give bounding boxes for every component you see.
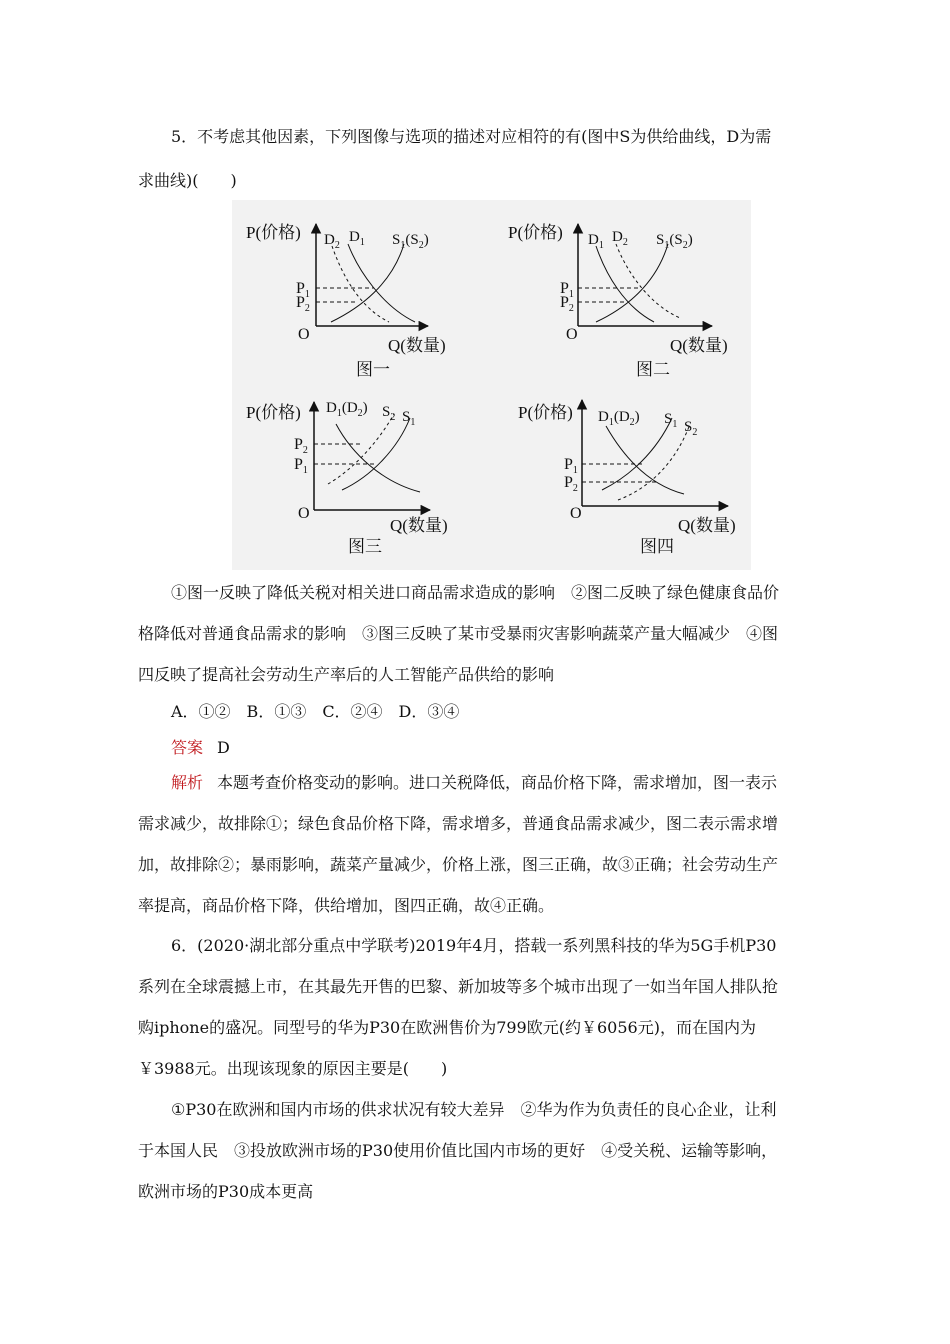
q6-options-line-1: ①P30在欧洲和国内市场的供求状况有较大差异 ②华为作为负责任的良心企业，让利: [171, 1100, 777, 1119]
supply-curve-s2: [328, 414, 394, 484]
curve-label-d1: $D_1$: [588, 232, 604, 251]
price-label-1: $P_1$: [564, 456, 578, 476]
panel-1: [246, 223, 446, 379]
q5-stem-line-2: 求曲线)( ): [138, 171, 237, 190]
price-label-2: $P_2$: [564, 474, 578, 494]
panel-caption: 图四: [640, 537, 674, 556]
curve-label-s1: $S_1$: [664, 411, 678, 430]
x-axis-label: Q(数量): [678, 516, 736, 535]
origin-label: O: [566, 326, 578, 343]
price-label-1: $P_1$: [560, 280, 574, 300]
supply-curve-s1: [342, 418, 410, 490]
q6-stem-line-3: 购iphone的盛况。同型号的华为P30在欧洲售价为799欧元(约￥6056元)，而在国内为: [138, 1018, 756, 1037]
y-axis-label: P(价格): [518, 403, 573, 422]
supply-curve-s2: [618, 424, 690, 500]
demand-curve-d2: [332, 246, 389, 322]
y-axis-label: P(价格): [246, 403, 301, 422]
curve-label-s1: $S_1$: [402, 409, 416, 428]
curve-label-d1-d2: $D_1(D_2)$: [598, 409, 640, 428]
price-label-2: $P_1$: [294, 456, 308, 476]
q5-analysis-line-2: 需求减少，故排除①；绿色食品价格下降，需求增多，普通食品需求减少，图二表示需求增: [138, 814, 779, 833]
supply-demand-graphs: [232, 200, 751, 570]
y-axis-label: P(价格): [246, 223, 301, 242]
curve-label-d1: $D_1$: [349, 229, 365, 248]
q6-stem-line-1: 6．(2020·湖北部分重点中学联考)2019年4月，搭载一系列黑科技的华为5G手机P30: [171, 936, 777, 955]
q5-answer: [171, 738, 230, 758]
curve-label-s2: $S_2$: [382, 404, 396, 423]
q6-options-line-2: 于本国人民 ③投放欧洲市场的P30使用价值比国内市场的更好 ④受关税、运输等影响，: [138, 1141, 778, 1160]
q6-stem-line-2: 系列在全球震撼上市，在其最先开售的巴黎、新加坡等多个城市出现了一如当年国人排队抢: [138, 977, 779, 996]
panel-caption: 图一: [356, 360, 390, 379]
demand-curve-d1-d2: [336, 424, 420, 492]
q5-analysis-line-4: 率提高，商品价格下降，供给增加，图四正确，故④正确。: [138, 896, 555, 915]
demand-curve-d1: [348, 244, 415, 322]
price-label-2: $P_2$: [296, 294, 310, 314]
y-axis-label: P(价格): [508, 223, 563, 242]
q5-options-line-3: 四反映了提高社会劳动生产率后的人工智能产品供给的影响: [138, 665, 555, 684]
curve-label-d1-d2: $D_1(D_2)$: [326, 400, 368, 419]
demand-curve-d2: [616, 244, 680, 318]
q5-choices: A．①② B．①③ C．②④ D．③④: [171, 702, 460, 721]
panel-4: [518, 400, 736, 556]
demand-curve-d1-d2: [606, 426, 684, 494]
curve-label-d2: $D_2$: [612, 229, 628, 248]
curve-label-s2: $S_2$: [684, 419, 698, 438]
q6-stem-line-4: ￥3988元。出现该现象的原因主要是( ): [138, 1059, 448, 1078]
price-label-1: $P_1$: [296, 280, 310, 300]
x-axis-label: Q(数量): [390, 516, 448, 535]
q5-options-line-1: ①图一反映了降低关税对相关进口商品需求造成的影响 ②图二反映了绿色健康食品价: [171, 583, 780, 602]
q5-options-line-2: 格降低对普通食品需求的影响 ③图三反映了某市受暴雨灾害影响蔬菜产量大幅减少 ④图: [138, 624, 779, 643]
analysis-text: 本题考查价格变动的影响。进口关税降低，商品价格下降，需求增加，图一表示: [217, 773, 778, 792]
answer-label: 答案: [171, 738, 204, 757]
panel-caption: 图二: [636, 360, 670, 379]
origin-label: O: [298, 505, 310, 522]
q6-options-line-3: 欧洲市场的P30成本更高: [138, 1182, 314, 1201]
demand-curve-d1: [596, 246, 654, 322]
curve-label-s1-s2: $S_1(S_2)$: [392, 232, 429, 251]
q5-stem-line-1: 5．不考虑其他因素，下列图像与选项的描述对应相符的有(图中S为供给曲线，D为需: [171, 127, 772, 146]
curve-label-d2: $D_2$: [324, 232, 340, 251]
supply-curve-s1: [331, 244, 404, 322]
panel-3: [246, 400, 448, 556]
price-label-2: $P_2$: [560, 294, 574, 314]
supply-curve-s1: [602, 418, 672, 490]
supply-curve-s1: [596, 244, 668, 322]
origin-label: O: [570, 505, 582, 522]
analysis-label: 解析: [171, 773, 204, 792]
answer-value: D: [217, 738, 230, 757]
price-label-1: $P_2$: [294, 436, 308, 456]
curve-label-s1-s2: $S_1(S_2)$: [656, 232, 693, 251]
origin-label: O: [298, 326, 310, 343]
panel-2: [508, 223, 728, 379]
x-axis-label: Q(数量): [670, 336, 728, 355]
x-axis-label: Q(数量): [388, 336, 446, 355]
q5-figure: [232, 200, 751, 570]
panel-caption: 图三: [348, 537, 382, 556]
q5-analysis-line-1: [171, 773, 777, 793]
q5-analysis-line-3: 加，故排除②；暴雨影响，蔬菜产量减少，价格上涨，图三正确，故③正确；社会劳动生产: [138, 855, 779, 874]
